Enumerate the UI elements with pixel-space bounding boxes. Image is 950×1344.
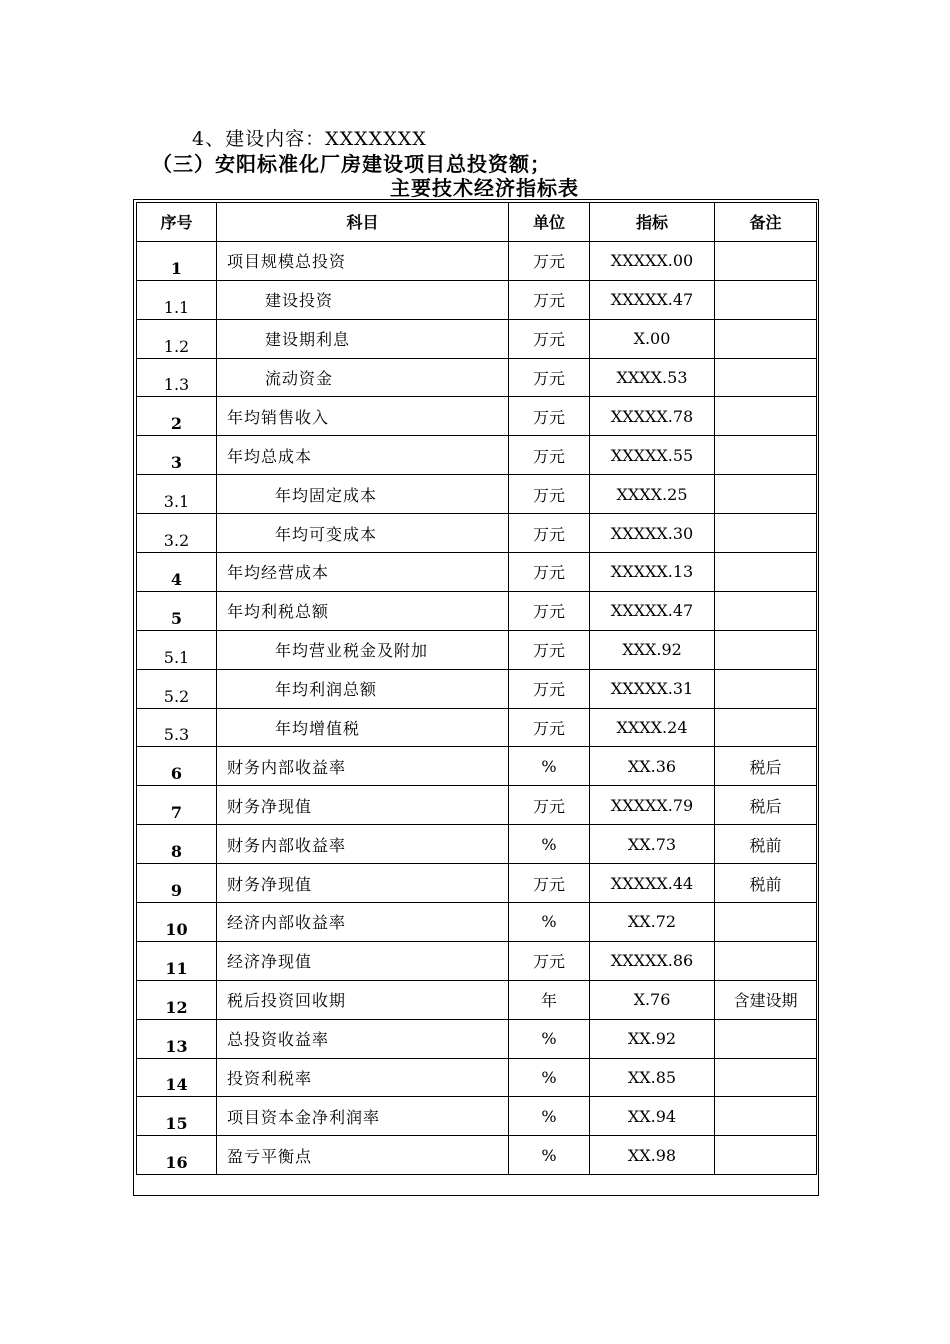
row-value: X.00 — [590, 319, 715, 358]
row-unit: 万元 — [509, 475, 590, 514]
row-no: 3.1 — [137, 475, 217, 514]
row-subject: 总投资收益率 — [217, 1019, 509, 1058]
table-row — [137, 397, 817, 436]
row-subject: 年均营业税金及附加 — [217, 630, 509, 669]
row-note — [715, 1019, 817, 1058]
row-value: XXXXX.47 — [590, 280, 715, 319]
row-subject: 项目规模总投资 — [217, 241, 509, 280]
header-subject: 科目 — [217, 203, 509, 242]
row-subject: 流动资金 — [217, 358, 509, 397]
row-no: 1.2 — [137, 319, 217, 358]
indicator-table — [136, 202, 817, 1175]
table-row — [137, 903, 817, 942]
row-note — [715, 397, 817, 436]
row-unit: 万元 — [509, 514, 590, 553]
table-row — [137, 1019, 817, 1058]
table-row — [137, 786, 817, 825]
row-subject: 盈亏平衡点 — [217, 1136, 509, 1175]
row-subject: 年均利润总额 — [217, 669, 509, 708]
section-item-construction-content: 4、建设内容：XXXXXXX — [192, 128, 427, 150]
row-note — [715, 475, 817, 514]
row-unit: 万元 — [509, 630, 590, 669]
table-header-row — [137, 203, 817, 242]
table-row — [137, 241, 817, 280]
row-note — [715, 553, 817, 592]
row-note — [715, 591, 817, 630]
table-row — [137, 669, 817, 708]
row-unit: 万元 — [509, 553, 590, 592]
row-no: 3.2 — [137, 514, 217, 553]
table-title: 主要技术经济指标表 — [390, 176, 579, 200]
row-subject: 年均可变成本 — [217, 514, 509, 553]
row-unit: 年 — [509, 980, 590, 1019]
row-value: XXXX.25 — [590, 475, 715, 514]
row-value: XXXXX.86 — [590, 941, 715, 980]
row-value: XXXXX.30 — [590, 514, 715, 553]
row-unit: % — [509, 1136, 590, 1175]
table-row — [137, 1136, 817, 1175]
row-value: XXXXX.00 — [590, 241, 715, 280]
row-value: XX.85 — [590, 1058, 715, 1097]
row-note — [715, 941, 817, 980]
table-row — [137, 280, 817, 319]
row-value: XXXXX.78 — [590, 397, 715, 436]
row-subject: 财务净现值 — [217, 864, 509, 903]
row-note: 税前 — [715, 864, 817, 903]
row-unit: % — [509, 825, 590, 864]
table-row — [137, 825, 817, 864]
row-note — [715, 280, 817, 319]
row-no: 13 — [137, 1019, 217, 1058]
row-subject: 财务内部收益率 — [217, 747, 509, 786]
row-no: 11 — [137, 941, 217, 980]
row-no: 15 — [137, 1097, 217, 1136]
table-row — [137, 553, 817, 592]
row-subject: 年均销售收入 — [217, 397, 509, 436]
header-value: 指标 — [590, 203, 715, 242]
row-note: 税后 — [715, 786, 817, 825]
table-row — [137, 1097, 817, 1136]
row-unit: 万元 — [509, 358, 590, 397]
row-unit: 万元 — [509, 864, 590, 903]
row-unit: % — [509, 1097, 590, 1136]
row-unit: % — [509, 1019, 590, 1058]
row-note — [715, 241, 817, 280]
row-no: 1.1 — [137, 280, 217, 319]
header-unit: 单位 — [509, 203, 590, 242]
row-value: XXXXX.79 — [590, 786, 715, 825]
row-value: X.76 — [590, 980, 715, 1019]
row-unit: 万元 — [509, 397, 590, 436]
table-row — [137, 747, 817, 786]
header-no: 序号 — [137, 203, 217, 242]
row-subject: 税后投资回收期 — [217, 980, 509, 1019]
table-row — [137, 1058, 817, 1097]
table-row — [137, 980, 817, 1019]
row-value: XXXXX.55 — [590, 436, 715, 475]
row-value: XX.94 — [590, 1097, 715, 1136]
row-note: 含建设期 — [715, 980, 817, 1019]
table-row — [137, 319, 817, 358]
table-row — [137, 941, 817, 980]
row-value: XX.98 — [590, 1136, 715, 1175]
row-unit: % — [509, 903, 590, 942]
row-unit: % — [509, 747, 590, 786]
indicator-table-frame — [133, 199, 819, 1196]
row-subject: 财务内部收益率 — [217, 825, 509, 864]
row-value: XXXXX.31 — [590, 669, 715, 708]
row-note: 税前 — [715, 825, 817, 864]
table-row — [137, 514, 817, 553]
row-subject: 财务净现值 — [217, 786, 509, 825]
row-no: 2 — [137, 397, 217, 436]
row-value: XXXXX.44 — [590, 864, 715, 903]
row-value: XXXXX.47 — [590, 591, 715, 630]
row-note — [715, 1097, 817, 1136]
row-no: 4 — [137, 553, 217, 592]
row-note — [715, 669, 817, 708]
table-row — [137, 630, 817, 669]
row-value: XXXX.24 — [590, 708, 715, 747]
row-subject: 投资利税率 — [217, 1058, 509, 1097]
row-no: 10 — [137, 903, 217, 942]
row-note — [715, 436, 817, 475]
row-subject: 年均增值税 — [217, 708, 509, 747]
row-unit: 万元 — [509, 708, 590, 747]
row-unit: 万元 — [509, 241, 590, 280]
row-note — [715, 1136, 817, 1175]
table-row — [137, 591, 817, 630]
row-no: 14 — [137, 1058, 217, 1097]
row-note — [715, 358, 817, 397]
row-no: 7 — [137, 786, 217, 825]
row-subject: 年均总成本 — [217, 436, 509, 475]
table-row — [137, 436, 817, 475]
row-value: XXXX.53 — [590, 358, 715, 397]
row-note: 税后 — [715, 747, 817, 786]
table-row — [137, 864, 817, 903]
row-subject: 年均固定成本 — [217, 475, 509, 514]
row-no: 5.2 — [137, 669, 217, 708]
row-unit: 万元 — [509, 591, 590, 630]
row-value: XXX.92 — [590, 630, 715, 669]
row-value: XX.36 — [590, 747, 715, 786]
row-no: 5.3 — [137, 708, 217, 747]
row-value: XXXXX.13 — [590, 553, 715, 592]
row-note — [715, 1058, 817, 1097]
row-unit: 万元 — [509, 786, 590, 825]
row-subject: 年均利税总额 — [217, 591, 509, 630]
row-subject: 项目资本金净利润率 — [217, 1097, 509, 1136]
row-value: XX.72 — [590, 903, 715, 942]
section-heading: （三）安阳标准化厂房建设项目总投资额； — [152, 152, 551, 176]
row-note — [715, 319, 817, 358]
row-note — [715, 514, 817, 553]
row-value: XX.73 — [590, 825, 715, 864]
row-subject: 经济内部收益率 — [217, 903, 509, 942]
row-unit: % — [509, 1058, 590, 1097]
row-no: 1 — [137, 241, 217, 280]
row-unit: 万元 — [509, 280, 590, 319]
row-subject: 建设投资 — [217, 280, 509, 319]
row-unit: 万元 — [509, 941, 590, 980]
row-no: 9 — [137, 864, 217, 903]
row-unit: 万元 — [509, 436, 590, 475]
table-row — [137, 475, 817, 514]
table-row — [137, 708, 817, 747]
row-no: 5.1 — [137, 630, 217, 669]
row-unit: 万元 — [509, 319, 590, 358]
header-note: 备注 — [715, 203, 817, 242]
row-subject: 建设期利息 — [217, 319, 509, 358]
row-no: 1.3 — [137, 358, 217, 397]
row-no: 16 — [137, 1136, 217, 1175]
row-subject: 经济净现值 — [217, 941, 509, 980]
row-no: 5 — [137, 591, 217, 630]
row-note — [715, 708, 817, 747]
row-subject: 年均经营成本 — [217, 553, 509, 592]
row-no: 3 — [137, 436, 217, 475]
table-row — [137, 358, 817, 397]
row-unit: 万元 — [509, 669, 590, 708]
row-note — [715, 903, 817, 942]
row-value: XX.92 — [590, 1019, 715, 1058]
row-no: 6 — [137, 747, 217, 786]
row-no: 12 — [137, 980, 217, 1019]
row-no: 8 — [137, 825, 217, 864]
row-note — [715, 630, 817, 669]
